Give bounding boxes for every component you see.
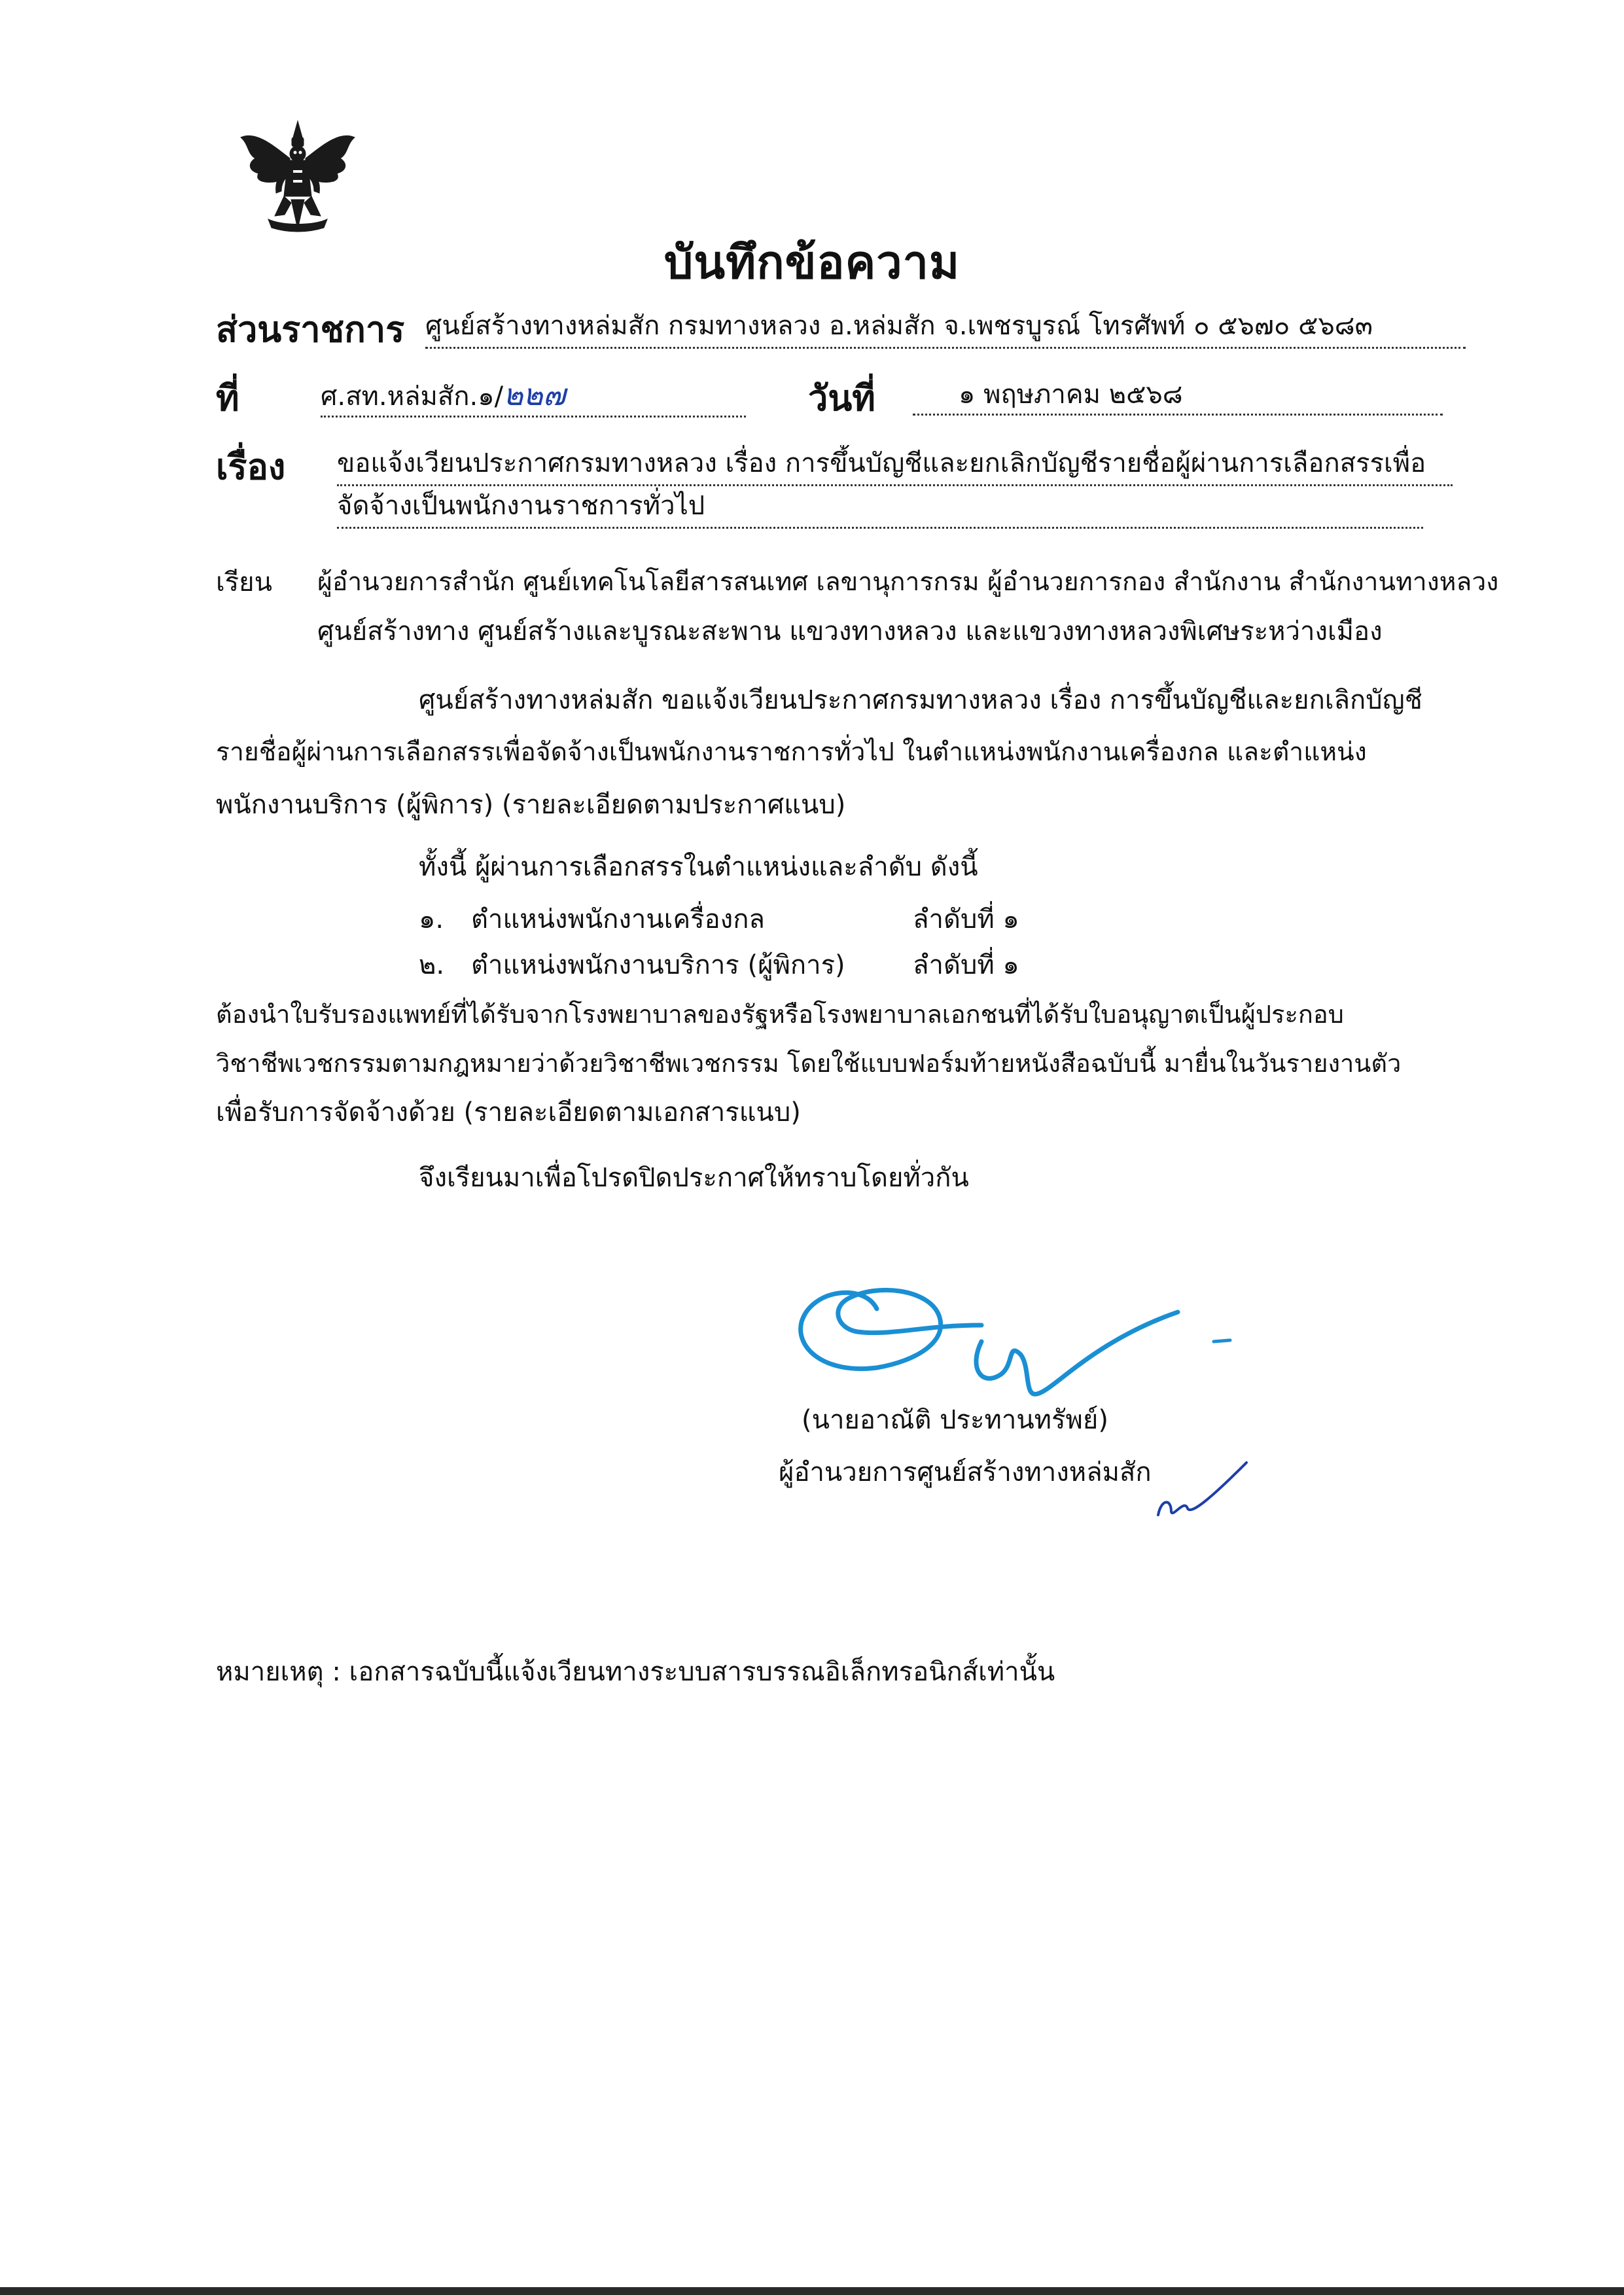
subject-line-2: จัดจ้างเป็นพนักงานราชการทั่วไป [337,488,1423,529]
initials-mark [1152,1453,1256,1525]
garuda-emblem-icon [236,118,360,242]
ref-value: ศ.สท.หล่มสัก.๑/ [321,382,504,412]
subject-line-1: ขอแจ้งเวียนประกาศกรมทางหลวง เรื่อง การขึ้นบัญชีและยกเลิกบัญชีรายชื่อผู้ผ่านการเลือกสรรเพื่อ [337,445,1453,486]
page-title: บันทึกข้อความ [663,236,961,289]
list-item-rank: ลำดับที่ ๑ [913,950,1019,980]
scan-edge-divider [0,2287,1624,2295]
paragraph-1-line-3: พนักงานบริการ (ผู้พิการ) (รายละเอียดตามประกาศแนบ) [216,790,846,820]
paragraph-1-line-2: รายชื่อผู้ผ่านการเลือกสรรเพื่อจัดจ้างเป็นพนักงานราชการทั่วไป ในตำแหน่งพนักงานเครื่องกล และตำแหน่ง [216,738,1367,767]
ref-handwritten-number: ๒๒๗ [503,377,566,412]
list-item-position: ตำแหน่งพนักงานบริการ (ผู้พิการ) [471,950,845,980]
subject-label: เรื่อง [216,446,286,488]
ref-value-field [321,376,746,418]
paragraph-3-line-1: ต้องนำใบรับรองแพทย์ที่ได้รับจากโรงพยาบาลของรัฐหรือโรงพยาบาลเอกชนที่ได้รับใบอนุญาตเป็นผู้ประกอบ [216,1000,1344,1029]
to-label: เรียน [216,567,272,597]
paragraph-3-line-3: เพื่อรับการจัดจ้างด้วย (รายละเอียดตามเอกสารแนบ) [216,1097,801,1128]
signatory-position: ผู้อำนวยการศูนย์สร้างทางหล่มสัก [779,1457,1152,1487]
paragraph-2-intro: ทั้งนี้ ผู้ผ่านการเลือกสรรในตำแหน่งและลำดับ ดังนี้ [419,852,978,882]
list-item-number: ๑. [419,904,444,934]
agency-value: ศูนย์สร้างทางหล่มสัก กรมทางหลวง อ.หล่มสัก จ.เพชรบูรณ์ โทรศัพท์ ๐ ๕๖๗๐ ๕๖๘๓ [425,308,1466,349]
agency-label: ส่วนราชการ [216,309,405,350]
paragraph-3-line-2: วิชาชีพเวชกรรมตามกฎหมายว่าด้วยวิชาชีพเวชกรรม โดยใช้แบบฟอร์มท้ายหนังสือฉบับนี้ มายื่นในวันรายงานตัว [216,1049,1402,1078]
list-item-position: ตำแหน่งพนักงานเครื่องกล [471,904,765,934]
paragraph-1-line-1: ศูนย์สร้างทางหล่มสัก ขอแจ้งเวียนประกาศกรมทางหลวง เรื่อง การขึ้นบัญชีและยกเลิกบัญชี [419,685,1422,715]
list-item-rank: ลำดับที่ ๑ [913,904,1019,934]
closing-sentence: จึงเรียนมาเพื่อโปรดปิดประกาศให้ทราบโดยทั่วกัน [419,1163,969,1193]
signature-image [785,1263,1256,1414]
date-label: วันที่ [808,378,875,419]
ref-label: ที่ [216,378,239,419]
to-line-1: ผู้อำนวยการสำนัก ศูนย์เทคโนโลยีสารสนเทศ เลขานุการกรม ผู้อำนวยการกอง สำนักงาน สำนักงานทางหลวง [317,567,1499,597]
date-value: ๑ พฤษภาคม ๒๕๖๘ [913,376,1443,416]
list-item-number: ๒. [419,950,445,980]
signatory-name: (นายอาณัติ ประทานทรัพย์) [802,1405,1108,1435]
to-line-2: ศูนย์สร้างทาง ศูนย์สร้างและบูรณะสะพาน แขวงทางหลวง และแขวงทางหลวงพิเศษระหว่างเมือง [317,616,1383,647]
footer-note: หมายเหตุ : เอกสารฉบับนี้แจ้งเวียนทางระบบสารบรรณอิเล็กทรอนิกส์เท่านั้น [216,1657,1055,1687]
